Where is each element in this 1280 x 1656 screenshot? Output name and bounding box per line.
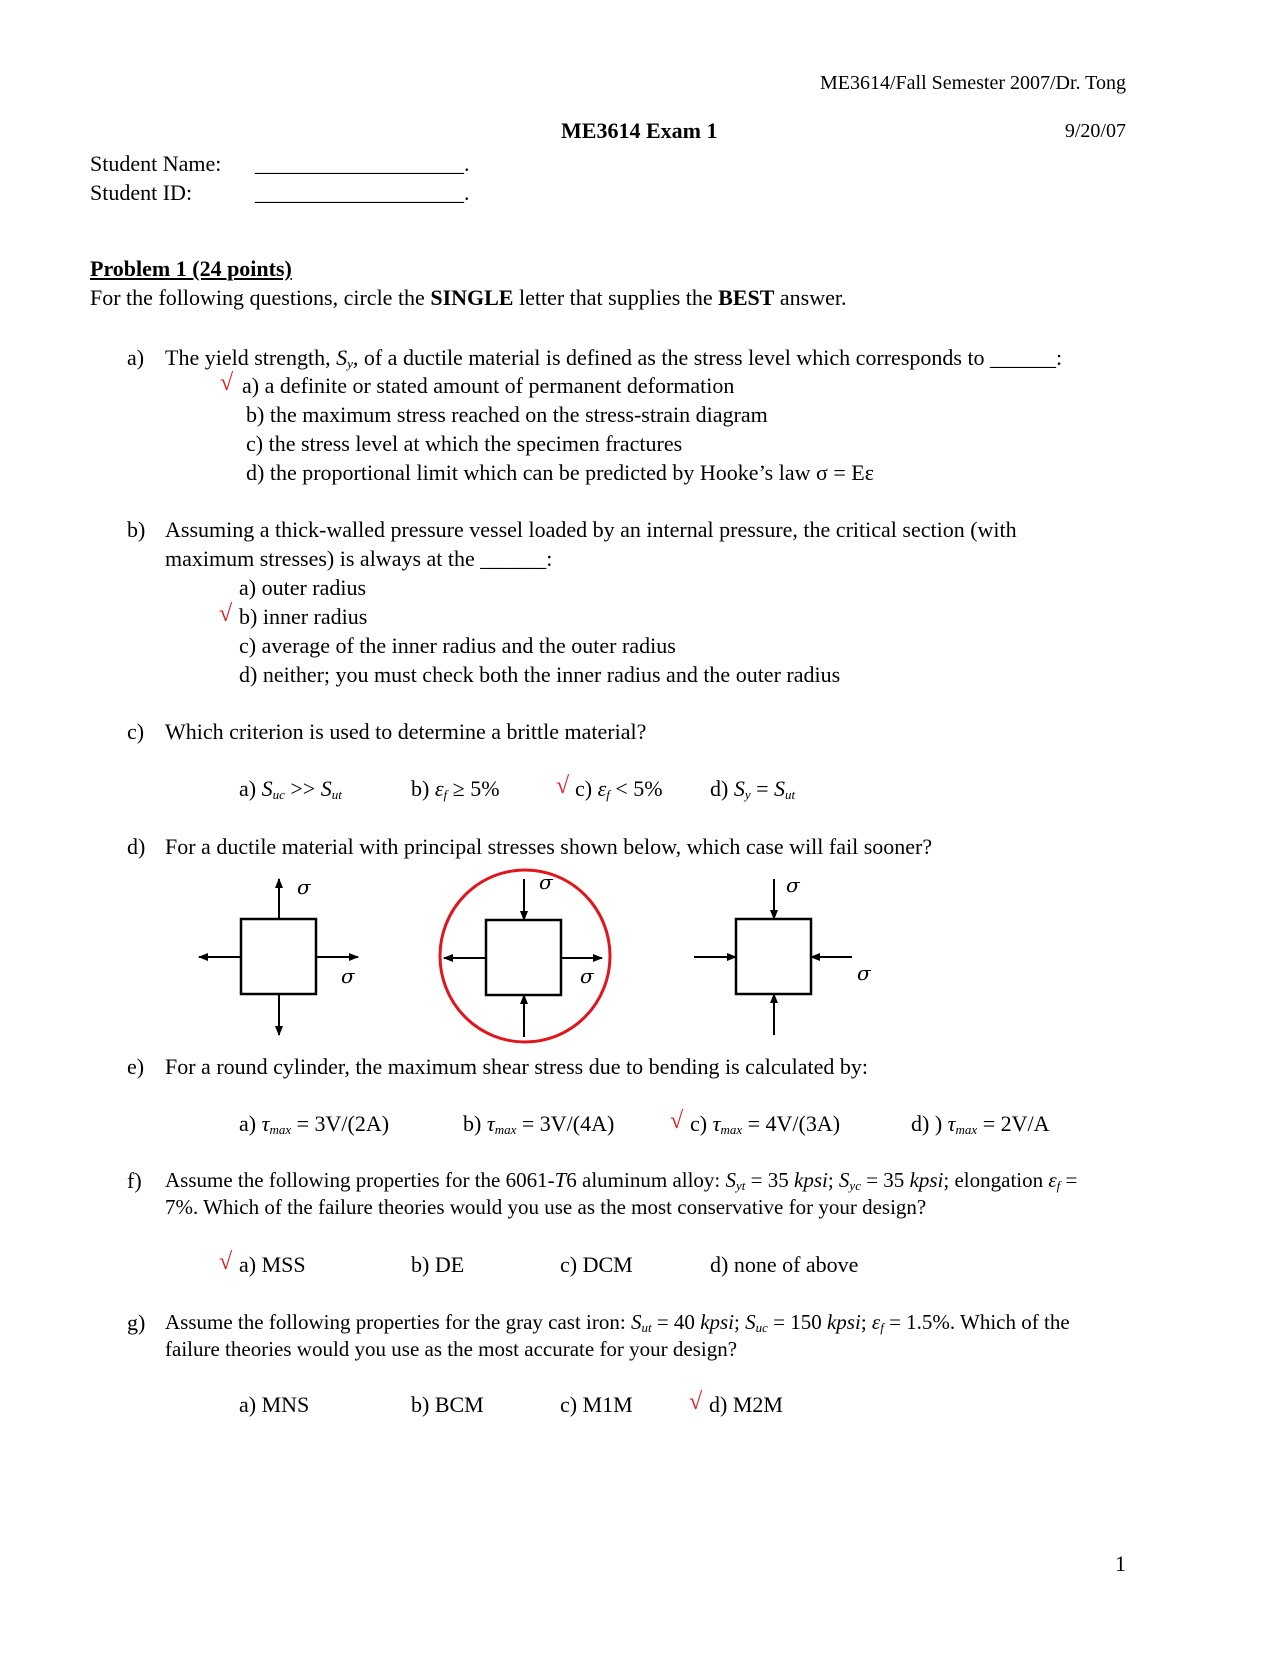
question-e-option-d[interactable]: d) ) $\tau_{max} = 2V/A$ <box>911 1111 1050 1137</box>
question-b-letter: b) <box>127 517 146 542</box>
check-mark-icon: √ <box>556 773 570 799</box>
question-e-letter: e) <box>127 1054 145 1079</box>
sigma-label: σ <box>857 961 871 985</box>
sigma-label: σ <box>539 870 553 894</box>
question-c-option-a[interactable]: a) $S_{uc} >> S_{ut}$ <box>239 776 342 802</box>
stress-element-case-3[interactable] <box>694 873 872 1035</box>
question-g-letter: g) <box>127 1310 146 1335</box>
question-e-option-b[interactable]: b) $\tau_{max} = 3V/(4A)$ <box>463 1111 615 1137</box>
question-f-letter: f) <box>127 1168 142 1193</box>
course-line: ME3614/Fall Semester 2007/Dr. Tong <box>820 72 1126 94</box>
exam-title: ME3614 Exam 1 <box>561 118 718 143</box>
question-a-text: The yield strength, $S_y$, of a ductile material is defined as the stress level which corresponds to ______: <box>165 345 1063 371</box>
question-f-option[interactable]: b) DE <box>411 1252 465 1277</box>
question-d-text: For a ductile material with principal stresses shown below, which case will fail sooner? <box>165 834 933 859</box>
question-f-option[interactable]: d) none of above <box>710 1252 859 1277</box>
question-f-text-line1: Assume the following properties for the 6061-T6 aluminum alloy: $S_{yt} = 35$ kpsi; $S_{yc} = 35$ kpsi; elongation $\varepsilon_f$ = <box>165 1168 1078 1193</box>
question-g-text-line1: Assume the following properties for the gray cast iron: $S_{ut} = 40$ kpsi; $S_{uc} = 150$ kpsi; $\varepsilon_f = 1.5\%$. Which of the <box>165 1310 1070 1335</box>
student-id-label: Student ID: <box>90 180 193 205</box>
question-a-option[interactable]: d) the proportional limit which can be predicted by Hooke’s law σ = Eε <box>246 460 874 485</box>
question-e-text: For a round cylinder, the maximum shear stress due to bending is calculated by: <box>165 1054 868 1079</box>
page-number: 1 <box>1115 1551 1126 1576</box>
exam-date: 9/20/07 <box>1064 120 1126 142</box>
question-e-option-c[interactable]: c) $\tau_{max} = 4V/(3A)$ <box>690 1111 841 1137</box>
question-b-option[interactable]: b) inner radius <box>239 604 368 629</box>
stress-element-diagrams <box>0 865 1280 1065</box>
question-b-option[interactable]: d) neither; you must check both the inner radius and the outer radius <box>239 662 841 687</box>
question-f-option[interactable]: a) MSS <box>239 1252 306 1277</box>
question-c-option-c[interactable]: c) $\varepsilon_f < 5\%$ <box>575 776 663 802</box>
check-mark-icon: √ <box>670 1108 684 1134</box>
problem-heading: Problem 1 (24 points) <box>90 256 292 281</box>
student-name-blank[interactable]: ___________________. <box>255 151 470 176</box>
question-g-option[interactable]: d) M2M <box>709 1392 783 1417</box>
question-c-option-d[interactable]: d) $S_y = S_{ut}$ <box>710 776 796 802</box>
stress-element-case-2[interactable] <box>440 870 610 1042</box>
problem-instructions: For the following questions, circle the SINGLE letter that supplies the BEST answer. <box>90 285 847 310</box>
question-g-option[interactable]: c) M1M <box>560 1392 633 1417</box>
question-b-text-line2: maximum stresses) is always at the ______: <box>165 546 553 571</box>
question-b-option[interactable]: c) average of the inner radius and the outer radius <box>239 633 676 658</box>
sigma-label: σ <box>297 875 311 899</box>
sigma-label: σ <box>786 873 800 897</box>
question-c-letter: c) <box>127 719 145 744</box>
question-f-option[interactable]: c) DCM <box>560 1252 633 1277</box>
question-b-text-line1: Assuming a thick-walled pressure vessel loaded by an internal pressure, the critical section (with <box>165 517 1017 542</box>
sigma-label: σ <box>580 964 594 988</box>
stress-element-case-1[interactable] <box>199 875 358 1035</box>
check-mark-icon: √ <box>219 1249 233 1275</box>
question-f-text-line2: 7%. Which of the failure theories would you use as the most conservative for your design? <box>165 1195 927 1219</box>
question-g-text-line2: failure theories would you use as the most accurate for your design? <box>165 1337 738 1361</box>
check-mark-icon: √ <box>689 1389 703 1415</box>
student-name-label: Student Name: <box>90 151 222 176</box>
question-g-option[interactable]: a) MNS <box>239 1392 310 1417</box>
question-a-option[interactable]: a) a definite or stated amount of permanent deformation <box>242 373 735 398</box>
question-e-option-a[interactable]: a) $\tau_{max} = 3V/(2A)$ <box>239 1111 390 1137</box>
question-c-option-b[interactable]: b) $\varepsilon_f \ge 5\%$ <box>411 776 500 802</box>
question-b-option[interactable]: a) outer radius <box>239 575 367 600</box>
question-a-letter: a) <box>127 345 145 370</box>
student-id-blank[interactable]: ___________________. <box>255 180 470 205</box>
sigma-label: σ <box>341 964 355 988</box>
question-a-option[interactable]: b) the maximum stress reached on the stress-strain diagram <box>246 402 768 427</box>
check-mark-icon: √ <box>219 601 233 627</box>
check-mark-icon: √ <box>220 370 234 396</box>
question-a-option[interactable]: c) the stress level at which the specimen fractures <box>246 431 683 456</box>
question-c-text: Which criterion is used to determine a brittle material? <box>165 719 647 744</box>
question-g-option[interactable]: b) BCM <box>411 1392 484 1417</box>
question-d-letter: d) <box>127 834 146 859</box>
